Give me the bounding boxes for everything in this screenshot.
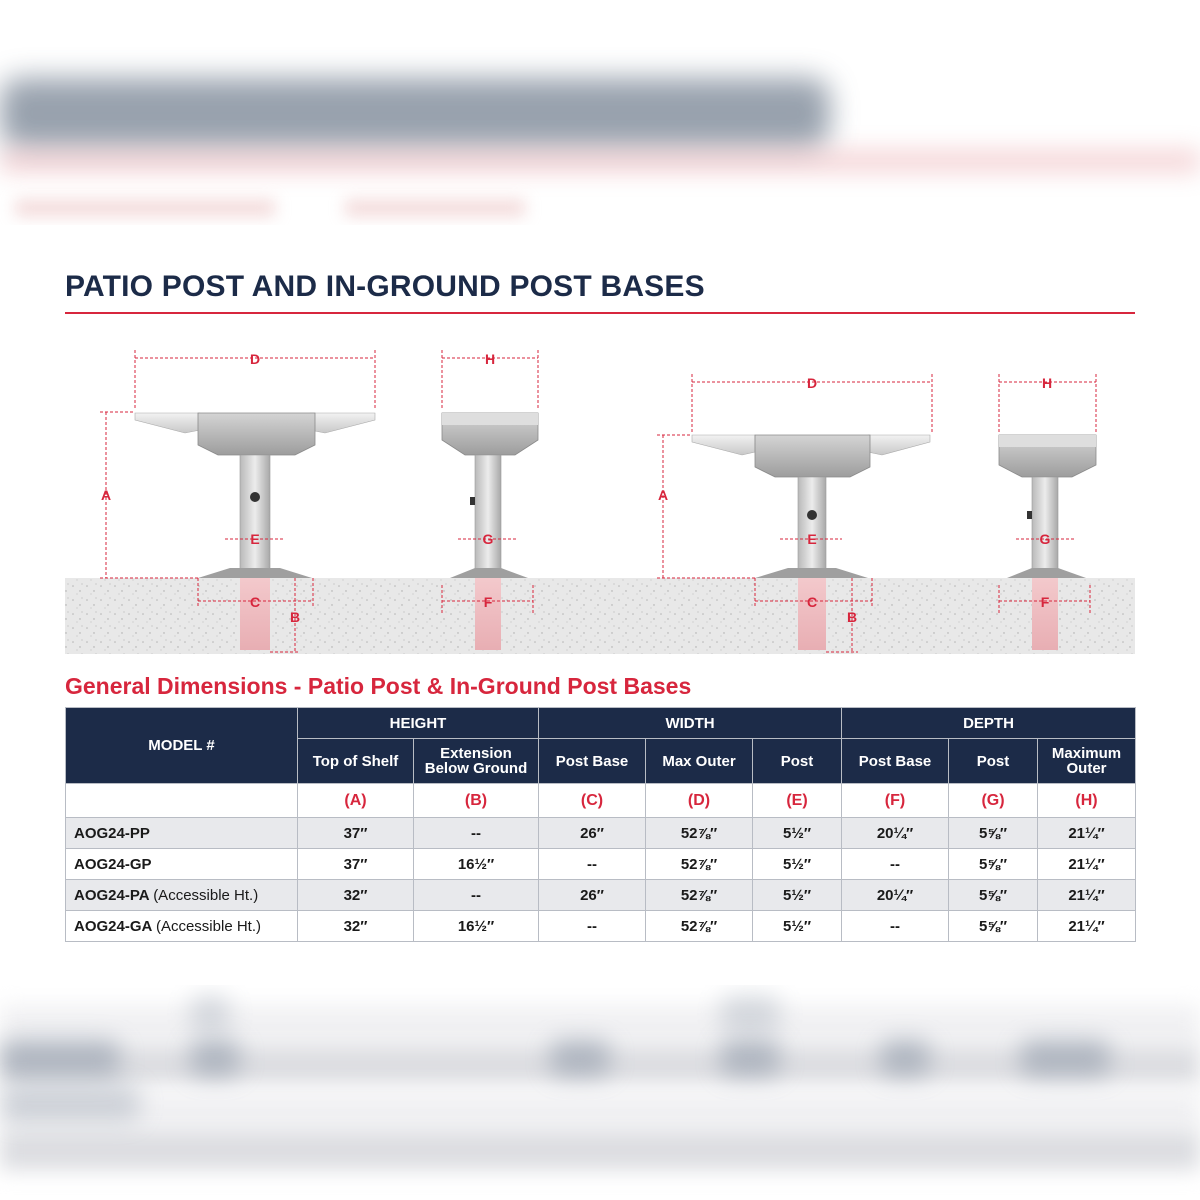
- table-row: [66, 849, 1136, 880]
- header-maximum-outer: Maximum Outer: [1038, 739, 1136, 784]
- title-divider: [65, 312, 1135, 314]
- dim-label-b: B: [846, 609, 858, 625]
- header-model: MODEL #: [66, 708, 298, 784]
- table-row: [66, 880, 1136, 911]
- header-width-post-base: Post Base: [539, 739, 646, 784]
- table-cell: 20¼″: [842, 880, 949, 911]
- model-cell: AOG24-GP: [66, 849, 298, 880]
- letter-b: (B): [414, 784, 539, 818]
- ground-band: [65, 578, 1135, 654]
- dim-label-h: H: [1041, 375, 1053, 391]
- letter-e: (E): [753, 784, 842, 818]
- table-cell: 5½″: [753, 849, 842, 880]
- dim-label-g: G: [1039, 531, 1051, 547]
- blurred-footer-context: [0, 985, 1200, 1200]
- table-cell: 52⅞″: [646, 880, 753, 911]
- table-cell: 5½″: [753, 818, 842, 849]
- table-cell: 21¼″: [1038, 911, 1136, 942]
- table-row: [66, 818, 1136, 849]
- model-cell: AOG24-PA (Accessible Ht.): [66, 880, 298, 911]
- table-cell: --: [414, 880, 539, 911]
- dim-label-f: F: [483, 594, 493, 610]
- dim-label-f: F: [1040, 594, 1050, 610]
- letter-h: (H): [1038, 784, 1136, 818]
- header-top-of-shelf: Top of Shelf: [298, 739, 414, 784]
- table-cell: --: [842, 911, 949, 942]
- header-max-outer: Max Outer: [646, 739, 753, 784]
- table-cell: 52⅞″: [646, 911, 753, 942]
- table-cell: --: [539, 849, 646, 880]
- header-width-post: Post: [753, 739, 842, 784]
- blurred-header-context: [0, 0, 1200, 225]
- table-cell: 21¼″: [1038, 880, 1136, 911]
- header-group-width: WIDTH: [539, 708, 842, 739]
- table-cell: 32″: [298, 911, 414, 942]
- letter-d: (D): [646, 784, 753, 818]
- table-cell: 52⅞″: [646, 818, 753, 849]
- dim-label-h: H: [484, 351, 496, 367]
- dim-label-c: C: [806, 594, 818, 610]
- table-cell: 26″: [539, 880, 646, 911]
- dim-label-d: D: [249, 351, 261, 367]
- table-cell: 37″: [298, 849, 414, 880]
- table-cell: 5⅝″: [949, 818, 1038, 849]
- table-cell: --: [539, 911, 646, 942]
- page-title: PATIO POST AND IN-GROUND POST BASES: [65, 270, 705, 303]
- dimensions-table: [65, 707, 1136, 942]
- model-cell: AOG24-GA (Accessible Ht.): [66, 911, 298, 942]
- letter-g: (G): [949, 784, 1038, 818]
- table-cell: 5⅝″: [949, 880, 1038, 911]
- post-base-dimension-diagram: [0, 330, 1200, 660]
- dim-label-b: B: [289, 609, 301, 625]
- dim-label-e: E: [807, 531, 817, 547]
- letter-f: (F): [842, 784, 949, 818]
- table-title: General Dimensions - Patio Post & In-Ground Post Bases: [65, 673, 692, 699]
- table-cell: 20¼″: [842, 818, 949, 849]
- letter-a: (A): [298, 784, 414, 818]
- dim-label-g: G: [482, 531, 494, 547]
- model-cell: AOG24-PP: [66, 818, 298, 849]
- table-cell: 37″: [298, 818, 414, 849]
- table-cell: --: [414, 818, 539, 849]
- dim-label-a: A: [657, 487, 669, 503]
- header-group-depth: DEPTH: [842, 708, 1136, 739]
- header-extension-below-ground: Extension Below Ground: [414, 739, 539, 784]
- table-cell: 26″: [539, 818, 646, 849]
- table-row: [66, 911, 1136, 942]
- table-cell: 32″: [298, 880, 414, 911]
- dim-label-e: E: [250, 531, 260, 547]
- table-cell: 21¼″: [1038, 818, 1136, 849]
- header-group-height: HEIGHT: [298, 708, 539, 739]
- table-cell: 5½″: [753, 880, 842, 911]
- table-cell: 5⅝″: [949, 911, 1038, 942]
- table-cell: 5½″: [753, 911, 842, 942]
- dim-label-d: D: [806, 375, 818, 391]
- dimension-letter-row: [66, 784, 1136, 818]
- letter-c: (C): [539, 784, 646, 818]
- table-cell: 5⅝″: [949, 849, 1038, 880]
- header-depth-post-base: Post Base: [842, 739, 949, 784]
- table-cell: 16½″: [414, 911, 539, 942]
- header-depth-post: Post: [949, 739, 1038, 784]
- table-cell: --: [842, 849, 949, 880]
- dim-label-a: A: [100, 487, 112, 503]
- table-cell: 16½″: [414, 849, 539, 880]
- table-cell: 52⅞″: [646, 849, 753, 880]
- dim-label-c: C: [249, 594, 261, 610]
- table-cell: 21¼″: [1038, 849, 1136, 880]
